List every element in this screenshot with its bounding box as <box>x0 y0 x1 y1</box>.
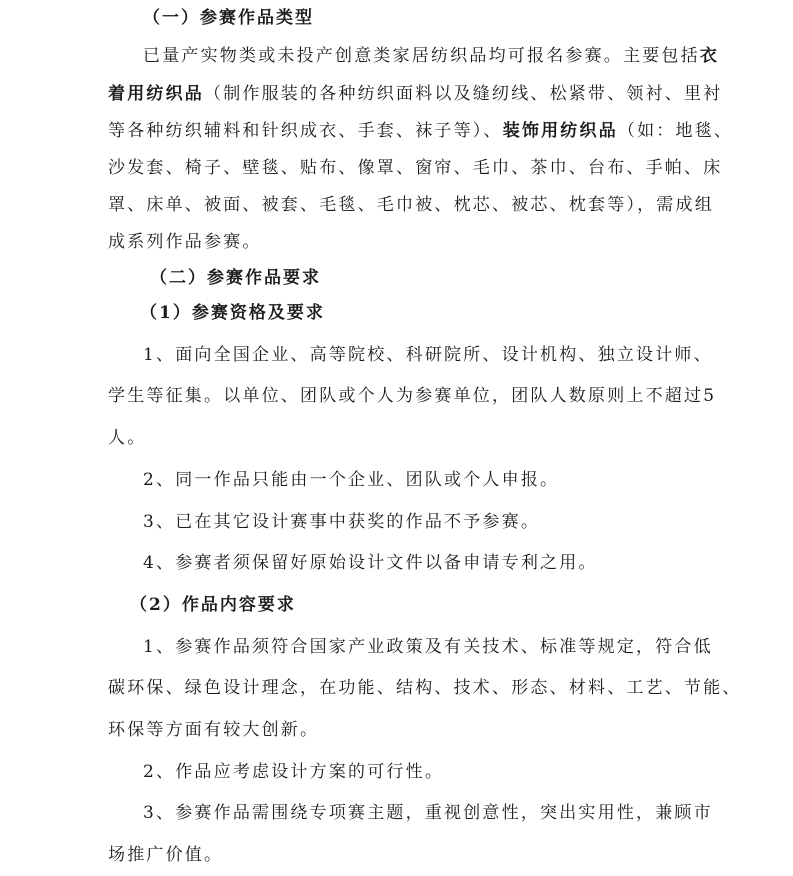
sub1-item-3: 3、已在其它设计赛事中获奖的作品不予参赛。 <box>143 512 541 532</box>
subsection-2-heading: （2）作品内容要求 <box>130 595 296 615</box>
sub2-item-1-line-3: 环保等方面有较大创新。 <box>108 720 320 740</box>
section-1-paragraph-line-4: 沙发套、椅子、壁毯、贴布、像罩、窗帘、毛巾、茶巾、台布、手帕、床 <box>108 158 723 178</box>
bold-term-decorative: 装饰用纺织品 <box>502 121 618 141</box>
decorative-textiles-intro: （如：地毯、 <box>617 121 734 141</box>
clothing-textiles-detail-2: 等各种纺织辅料和针织成衣、手套、袜子等）、 <box>108 121 503 141</box>
section-1-heading: （一）参赛作品类型 <box>143 8 314 28</box>
section-1-intro-text: 已量产实物类或未投产创意类家居纺织品均可报名参赛。主要包括 <box>143 46 700 66</box>
section-1-paragraph-line-3 <box>108 110 733 152</box>
section-1-paragraph-line-2 <box>108 73 722 115</box>
subsection-1-heading: （1）参赛资格及要求 <box>140 303 325 323</box>
sub1-item-1-line-1: 1、面向全国企业、高等院校、科研院所、设计机构、独立设计师、 <box>143 345 713 365</box>
sub2-item-2: 2、作品应考虑设计方案的可行性。 <box>143 762 445 782</box>
sub1-item-2: 2、同一作品只能由一个企业、团队或个人申报。 <box>143 470 560 490</box>
bold-term-clothing-a: 衣 <box>699 46 720 66</box>
sub2-item-1-line-1: 1、参赛作品须符合国家产业政策及有关技术、标准等规定，符合低 <box>143 637 713 657</box>
section-1-paragraph-line-5: 罩、床单、被面、被套、毛毯、毛巾被、枕芯、被芯、枕套等），需成组 <box>108 195 714 215</box>
section-2-heading: （二）参赛作品要求 <box>150 268 321 288</box>
clothing-textiles-detail: （制作服装的各种纺织面料以及缝纫线、松紧带、领衬、里衬 <box>204 84 723 104</box>
sub1-item-1-line-3: 人。 <box>108 428 147 448</box>
section-1-paragraph-line-1 <box>143 35 719 77</box>
sub2-item-3-line-1: 3、参赛作品需围绕专项赛主题，重视创意性，突出实用性，兼顾市 <box>143 803 713 823</box>
section-1-paragraph-line-6: 成系列作品参赛。 <box>108 232 262 252</box>
sub1-item-4: 4、参赛者须保留好原始设计文件以备申请专利之用。 <box>143 553 598 573</box>
sub2-item-1-line-2: 碳环保、绿色设计理念，在功能、结构、技术、形态、材料、工艺、节能、 <box>108 678 742 698</box>
sub1-item-1-line-2: 学生等征集。以单位、团队或个人为参赛单位，团队人数原则上不超过5 <box>108 386 717 406</box>
bold-term-clothing-b: 着用纺织品 <box>108 84 204 104</box>
sub2-item-3-line-2: 场推广价值。 <box>108 845 224 865</box>
